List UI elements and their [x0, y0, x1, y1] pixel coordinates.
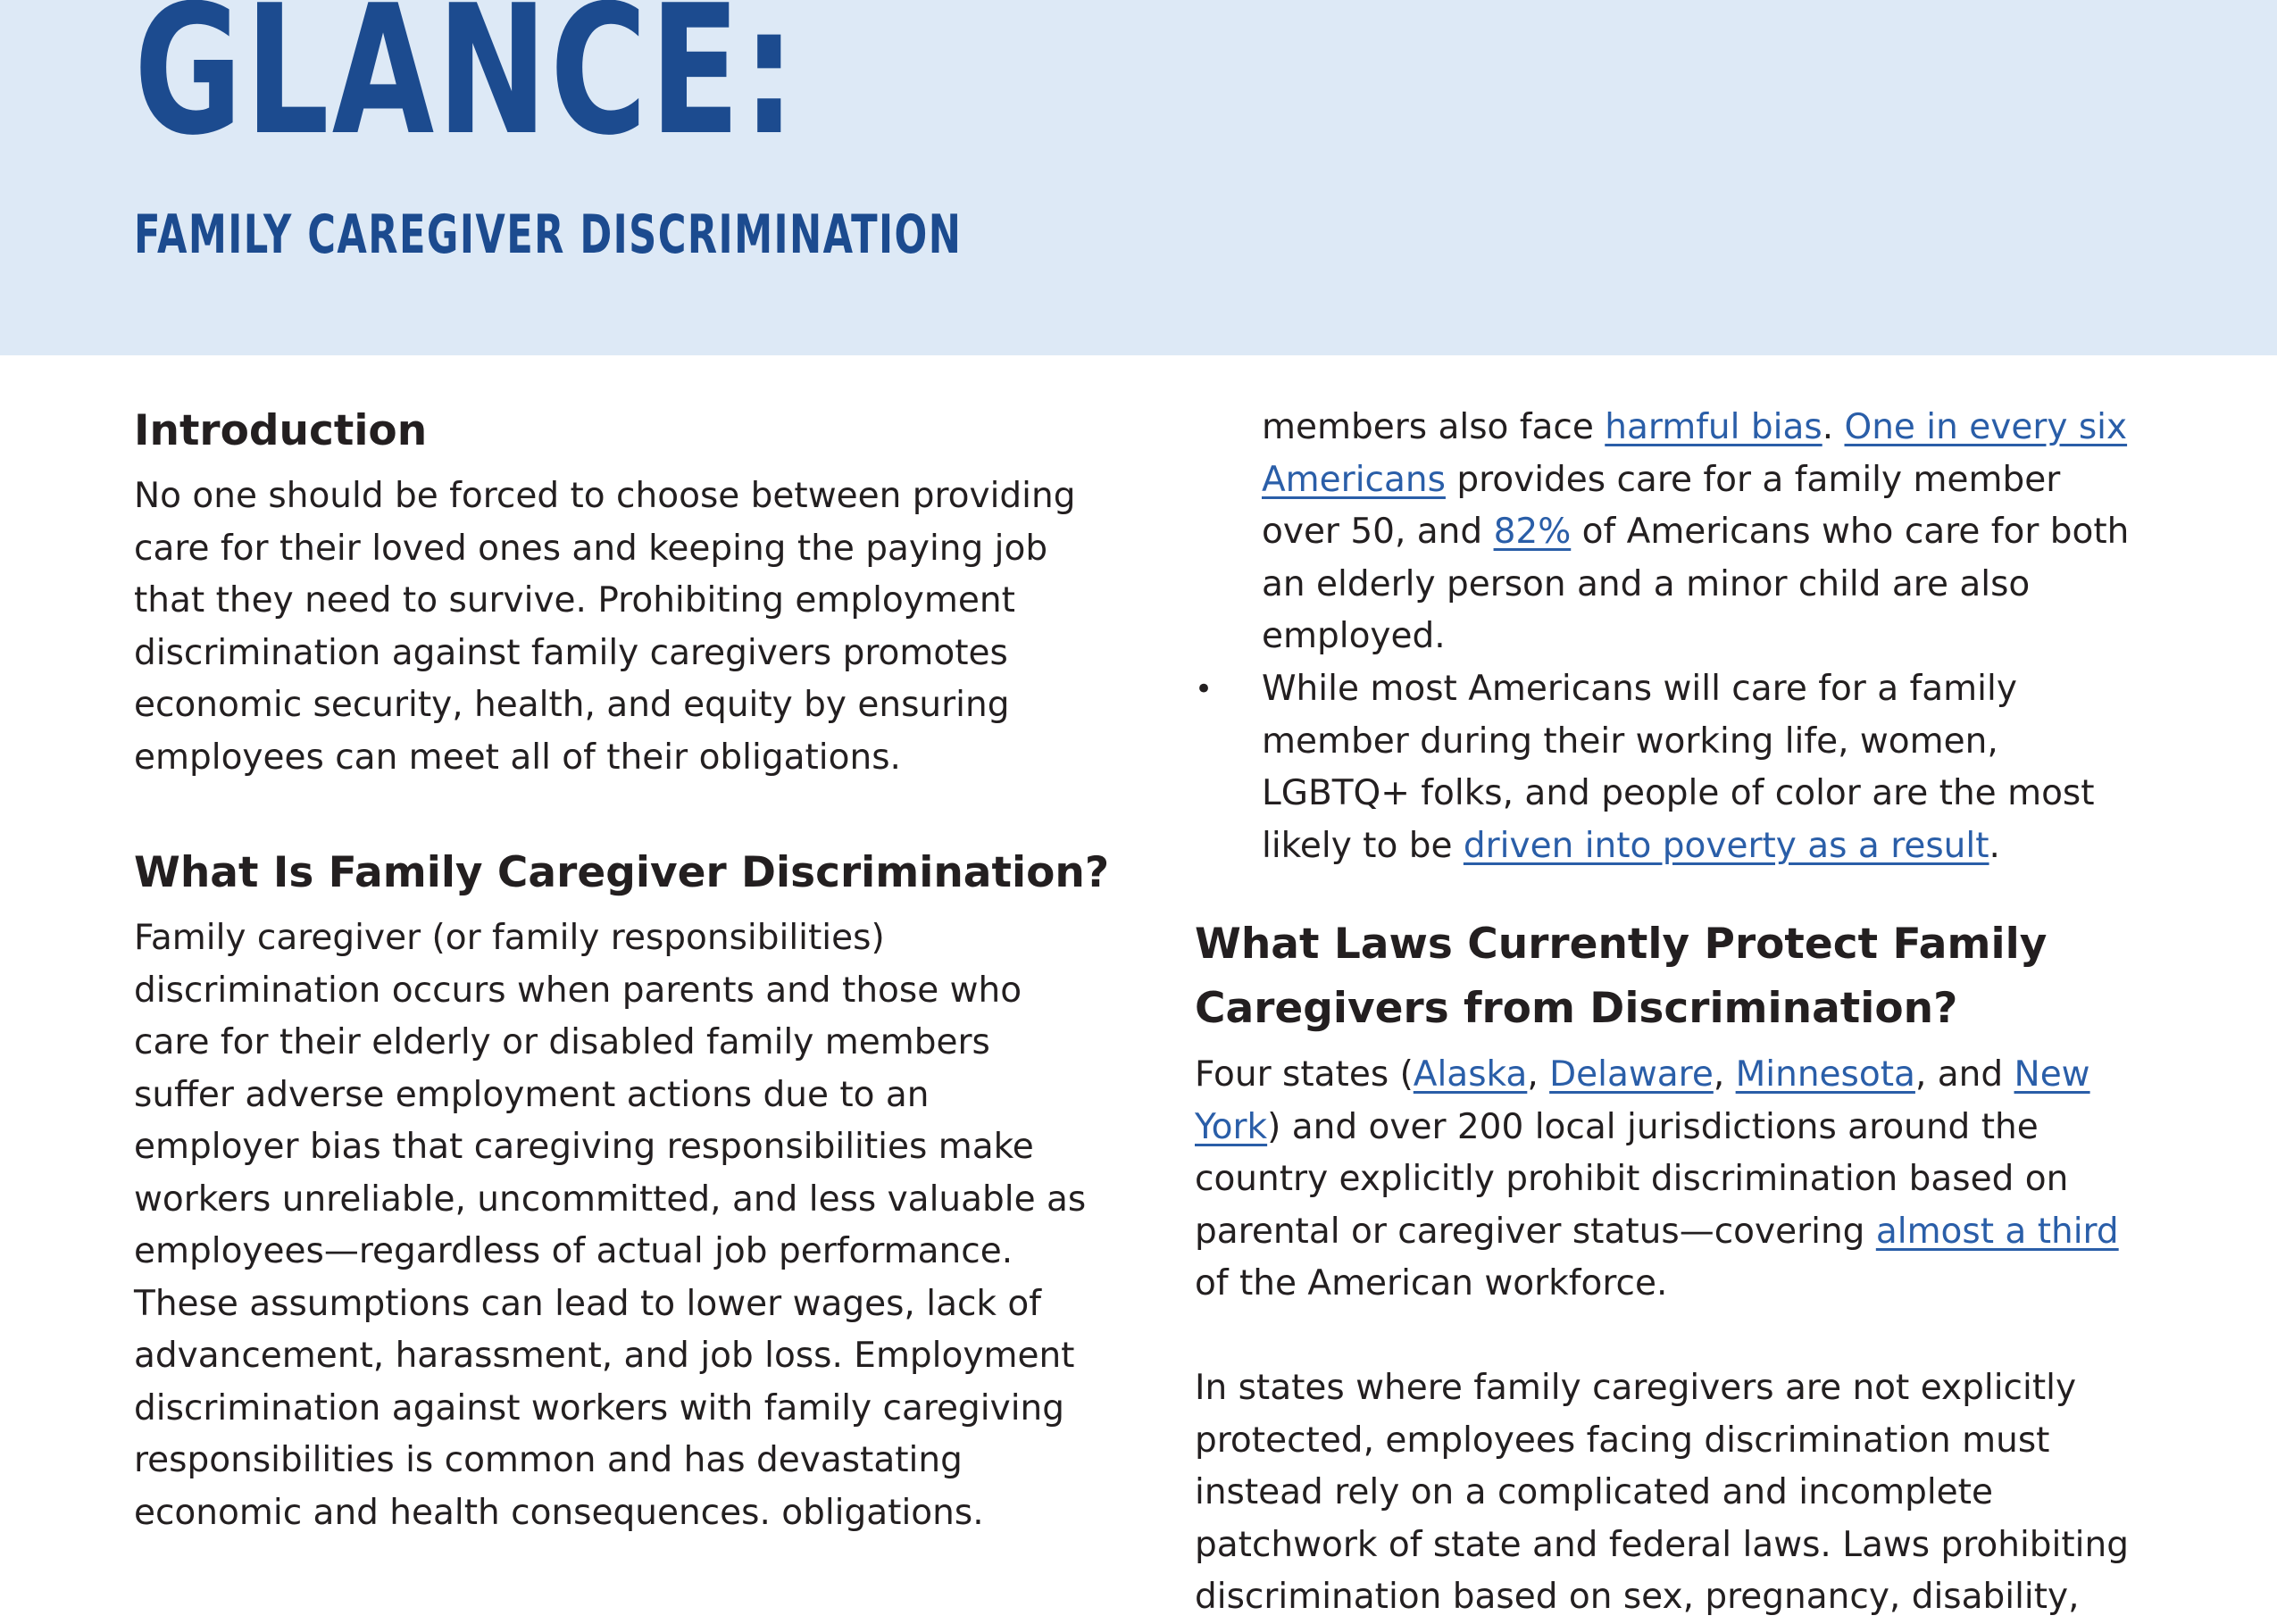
states-paragraph: In states where family caregivers are not explicitly protected, employees facing discrimination must instead rely on a complicated and incomplete patchwork of state and federal laws. Laws prohibiting discrimination based on sex, pregnancy, disability,	[1195, 1368, 2129, 1617]
eighty-two-percent-link[interactable]: 82%	[1493, 512, 1572, 552]
laws-heading-line2: Caregivers from Discrimination?	[1195, 984, 1958, 1033]
laws-text-3: ,	[1713, 1054, 1736, 1095]
laws-text-5: ) and over 200 local jurisdictions around the country explicitly prohibit discrimination based on parental or caregiver status—covering	[1195, 1106, 2069, 1252]
alaska-link[interactable]: Alaska	[1413, 1054, 1528, 1095]
minnesota-link[interactable]: Minnesota	[1735, 1054, 1915, 1095]
laws-text-1: Four states (	[1195, 1054, 1414, 1095]
one-in-six-link[interactable]: One in every six Americans	[1262, 407, 2128, 500]
laws-paragraph	[1195, 1049, 2132, 1311]
bullet-poverty	[1262, 663, 2141, 872]
bullet1-text-4: of Americans who care for both an elderly person and a minor child are also employed.	[1262, 512, 2130, 656]
bullet-caregiver-bias	[1262, 402, 2141, 663]
delaware-link[interactable]: Delaware	[1549, 1054, 1714, 1095]
bullet2-text-1: While most Americans will care for a family member during their working life, women, LGBTQ+ folks, and people of color are the most likely to be	[1262, 669, 2095, 866]
page-title: GLANCE:	[134, 0, 798, 175]
bullet1-text-2: .	[1822, 407, 1845, 447]
laws-heading-line1: What Laws Currently Protect Family	[1195, 920, 2048, 969]
page-subtitle: FAMILY CAREGIVER DISCRIMINATION	[134, 204, 963, 266]
introduction-heading: Introduction	[134, 406, 428, 455]
bullet-marker: •	[1195, 671, 1214, 707]
harmful-bias-link[interactable]: harmful bias	[1605, 407, 1822, 447]
what-is-paragraph: Family caregiver (or family responsibilities) discrimination occurs when parents and those who care for their elderly or disabled family members suffer adverse employment actions due to an employer bias that caregiving responsibilities make workers unreliable, uncommitted, and less valuable as employees—regardless of actual job performance. These assumptions can lead to lower wages, lack of advancement, harassment, and job loss. Employment discrimination against workers with family caregiving responsibilities is common and has devastating economic and health consequences. obligations.	[134, 918, 1087, 1533]
laws-text-6: of the American workforce.	[1195, 1263, 1668, 1303]
laws-text-4: , and	[1914, 1054, 2014, 1095]
bullet1-text-1: members also face	[1262, 407, 1606, 447]
new-york-link[interactable]: New York	[1195, 1054, 2090, 1147]
driven-into-poverty-link[interactable]: driven into poverty as a result	[1463, 825, 1989, 866]
header-band	[0, 0, 2277, 355]
introduction-paragraph: No one should be forced to choose between providing care for their loved ones and keeping the paying job that they need to survive. Prohibiting employment discrimination against family caregivers promotes economic security, health, and equity by ensuring employees can meet all of their obligations.	[134, 476, 1076, 778]
bullet2-text-2: .	[1989, 825, 2000, 866]
laws-text-2: ,	[1527, 1054, 1550, 1095]
almost-a-third-link[interactable]: almost a third	[1875, 1211, 2119, 1252]
bullet1-text-3: provides care for a family member over 50, and	[1262, 459, 2061, 552]
what-is-heading: What Is Family Caregiver Discrimination?	[134, 848, 1110, 897]
